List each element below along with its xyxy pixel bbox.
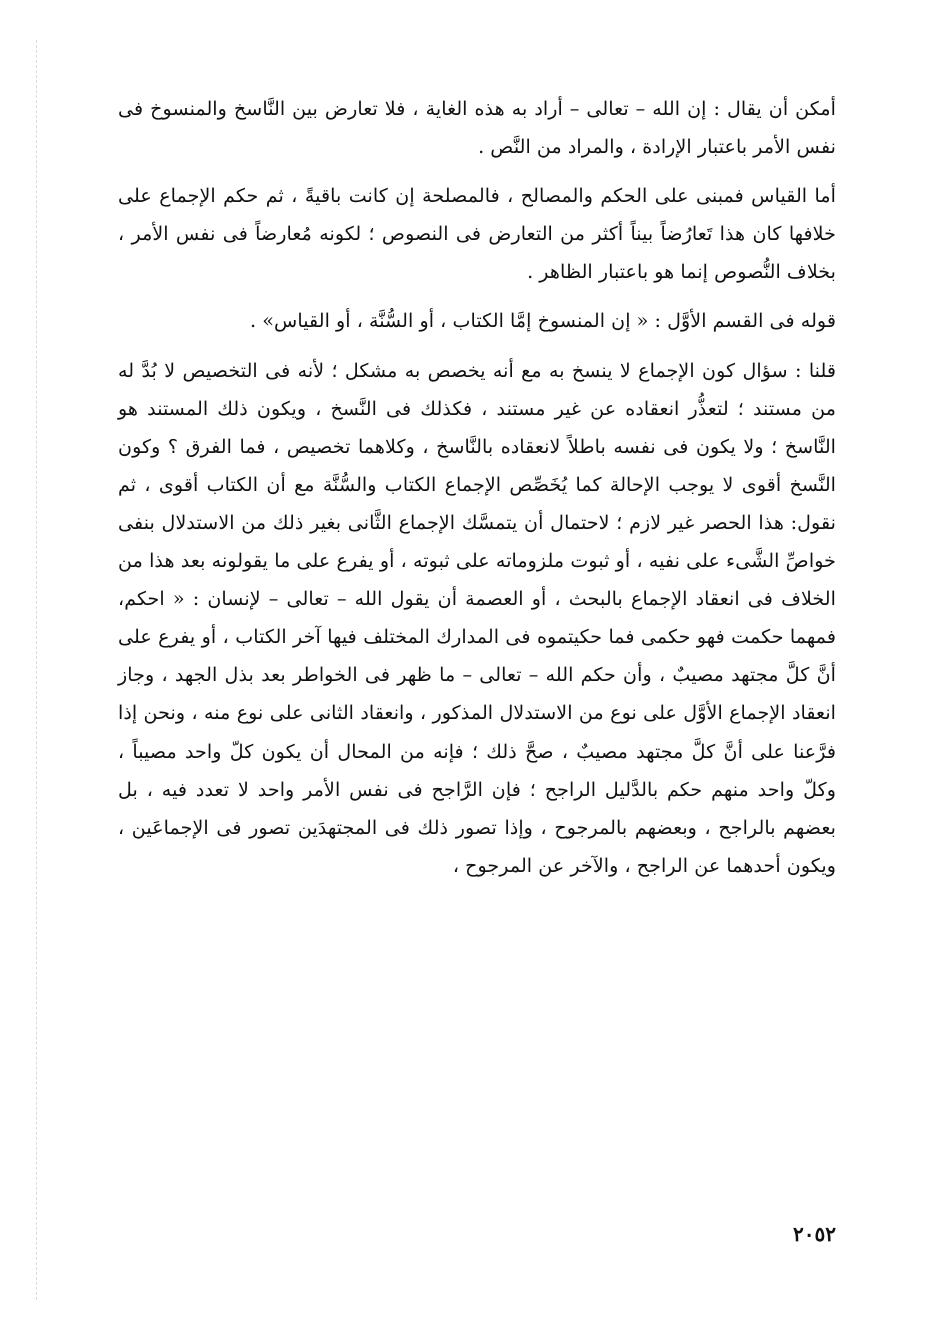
body-text xyxy=(118,90,836,896)
scan-edge-line xyxy=(36,40,37,1300)
paragraph-2: أما القياس فمبنى على الحكم والمصالح ، فالمصلحة إن كانت باقيةً ، ثم حكم الإجماع على خلافها كان هذا تَعارُضاً بيناً أكثر من التعارض فى النصوص ؛ لكونه مُعارضاً فى نفس الأمر ، بخلاف النُّصوص إنما هو باعتبار الظاهر . xyxy=(118,184,836,284)
paragraph-1: أمكن أن يقال : إن الله – تعالى – أراد به هذه الغاية ، فلا تعارض بين النَّاسخ والمنسوخ فى نفس الأمر باعتبار الإرادة ، والمراد من النَّص . xyxy=(118,97,836,159)
paragraph-4: قلنا : سؤال كون الإجماع لا ينسخ به مع أنه يخصص به مشكل ؛ لأنه فى التخصيص لا بُدَّ له من مستند ؛ لتعذُّر انعقاده عن غير مستند ، فكذلك فى النَّسخ ، ويكون ذلك المستند هو النَّاسخ ؛ ولا يكون فى نفسه باطلاً لانعقاده بالنَّاسخ ، وكلاهما تخصيص ، فما الفرق ؟ وكون النَّسخ أقوى لا يوجب الإحالة كما يُخَصِّص الإجماع الكتاب والسُّنَّة مع أن الكتاب أقوى ، ثم نقول: هذا الحصر غير لازم ؛ لاحتمال أن يتمسَّك الإجماع الثَّانى بغير ذلك من الاستدلال بنفى خواصِّ الشَّىء على نفيه ، أو ثبوت ملزوماته على ثبوته ، أو يفرع على ما يقولونه بعد هذا من الخلاف فى انعقاد الإجماع بالبحث ، أو العصمة أن يقول الله – تعالى – لإنسان : « احكم، فمهما حكمت فهو حكمى فما حكيتموه فى المدارك المختلف فيها آخر الكتاب ، أو يفرع على أنَّ كلَّ مجتهد مصيبٌ ، وأن حكم الله – تعالى – ما ظهر فى الخواطر بعد بذل الجهد ، وجاز انعقاد الإجماع الأوَّل على نوع من الاستدلال المذكور ، وانعقاد الثانى على نوع منه ، ونحن إذا فرَّعنا على أنَّ كلَّ مجتهد مصيبٌ ، صحَّ ذلك ؛ فإنه من المحال أن يكون كلّ واحد مصيباً ، وكلّ واحد منهم حكم بالدَّليل الراجح ؛ فإن الرَّاجح فى نفس الأمر واحد لا تعدد فيه ، بل بعضهم بالراجح ، وبعضهم بالمرجوح ، وإذا تصور ذلك فى المجتهدَين تصور فى الإجماعَين ، ويكون أحدهما عن الراجح ، والآخر عن المرجوح ، xyxy=(118,358,836,877)
paragraph-3: قوله فى القسم الأوَّل : « إن المنسوخ إمَّا الكتاب ، أو السُّنَّة ، أو القياس» . xyxy=(250,309,836,333)
page-number: ٢٠٥٢ xyxy=(793,1222,836,1246)
